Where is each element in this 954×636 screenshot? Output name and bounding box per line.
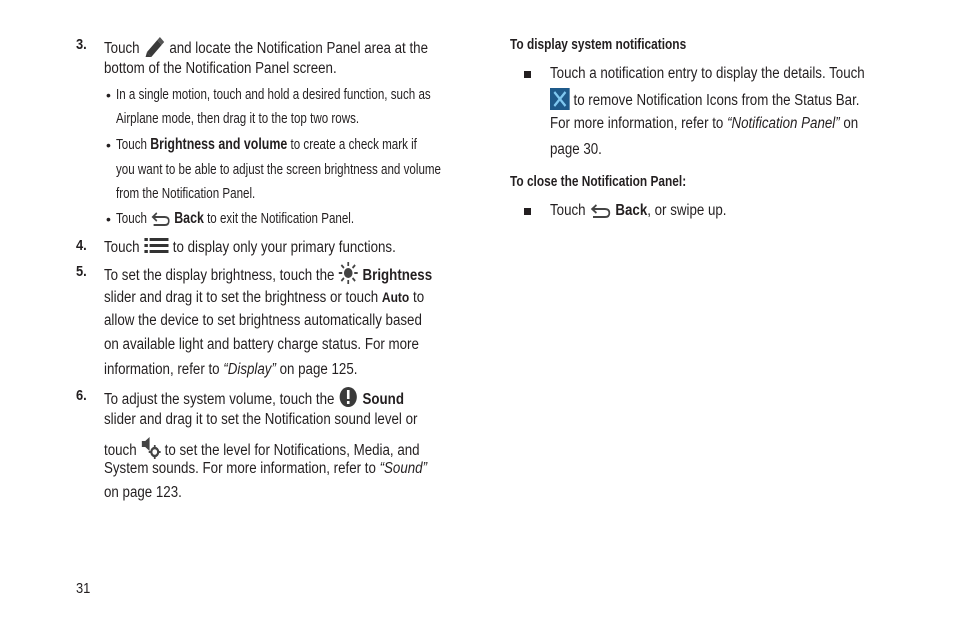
step-5-line-5 [104,360,357,380]
text: to exit the Notification Panel. [207,211,355,227]
step-6-line-2: slider and drag it to set the Notification sound level or [104,411,418,428]
text: For more information, refer to [550,115,724,132]
back-arrow-icon [150,211,171,233]
text: to display only your primary functions. [172,239,396,256]
text: to remove Notification Icons from the Status Bar. [573,92,860,109]
bullet-1-line-2: Airplane mode, then drag it to the top two rows. [116,111,360,127]
text: on page 125. [279,361,358,378]
close-x-icon [550,88,570,116]
section-heading: To close the Notification Panel: [510,174,687,190]
step-5-line-3: allow the device to set brightness automatically based [104,312,422,329]
text: Touch [116,137,147,153]
step-5-line-4: on available light and battery charge status. For more [104,336,419,353]
square-bullet [524,71,531,78]
text: and locate the Notification Panel area at the [169,40,428,57]
text: slider and drag it to set the brightness or touch [104,289,379,306]
item-1-line-2 [550,88,859,116]
menu-list-icon [143,236,169,262]
step-number: 4. [76,237,87,254]
text: System sounds. For more information, refer to [104,460,376,477]
section-heading: To display system notifications [510,37,687,53]
text: To set the display brightness, touch the [104,267,335,284]
bold-text: Brightness [362,267,433,284]
step-5-line-1 [104,262,432,290]
cross-reference: “Sound” [379,460,428,477]
cross-reference: “Notification Panel” [727,115,840,132]
text: to create a check mark if [290,137,417,153]
text: to set the level for Notifications, Media, and [164,442,420,459]
bullet-2-line-2: you want to be able to adjust the screen brightness and volume [116,162,442,178]
brightness-icon [338,262,359,290]
text: Touch [104,40,140,57]
back-arrow-icon [589,203,611,225]
bold-text: Back [615,202,648,219]
bold-text: Brightness and volume [150,136,288,153]
bullet-2-line-3: from the Notification Panel. [116,186,256,202]
step-number: 6. [76,387,87,404]
step-4-line-1 [104,236,396,262]
step-6-line-5: on page 123. [104,484,182,501]
text: Touch [116,211,147,227]
text: Touch [104,239,140,256]
page-number: 31 [76,580,91,597]
text: To adjust the system volume, touch the [104,391,335,408]
item-1-line-3 [550,114,858,134]
text: information, refer to [104,361,220,378]
bullet-3-line-1 [116,209,354,233]
step-number: 3. [76,36,87,53]
text: on [843,115,859,132]
bullet-dot: • [106,137,111,153]
step-3-line-2: bottom of the Notification Panel screen. [104,60,337,77]
step-number: 5. [76,263,87,280]
step-5-line-2 [104,287,424,308]
text: to [413,289,425,306]
square-bullet [524,208,531,215]
bullet-1-line-1: In a single motion, touch and hold a desired function, such as [116,87,431,103]
text: touch [104,442,137,459]
bold-text: Back [174,210,204,227]
item-1-line-4: page 30. [550,141,602,158]
step-6-line-4 [104,459,427,479]
bold-text: Sound [362,391,404,408]
text: , or swipe up. [647,202,727,219]
text: Touch [550,202,586,219]
item-1-line-1: Touch a notification entry to display the details. Touch [550,65,865,82]
bullet-dot: • [106,211,111,227]
cross-reference: “Display” [223,361,276,378]
bold-text: Auto [381,289,410,305]
bullet-dot: • [106,87,111,103]
bullet-2-line-1 [116,135,417,155]
item-2-line-1 [550,201,727,225]
